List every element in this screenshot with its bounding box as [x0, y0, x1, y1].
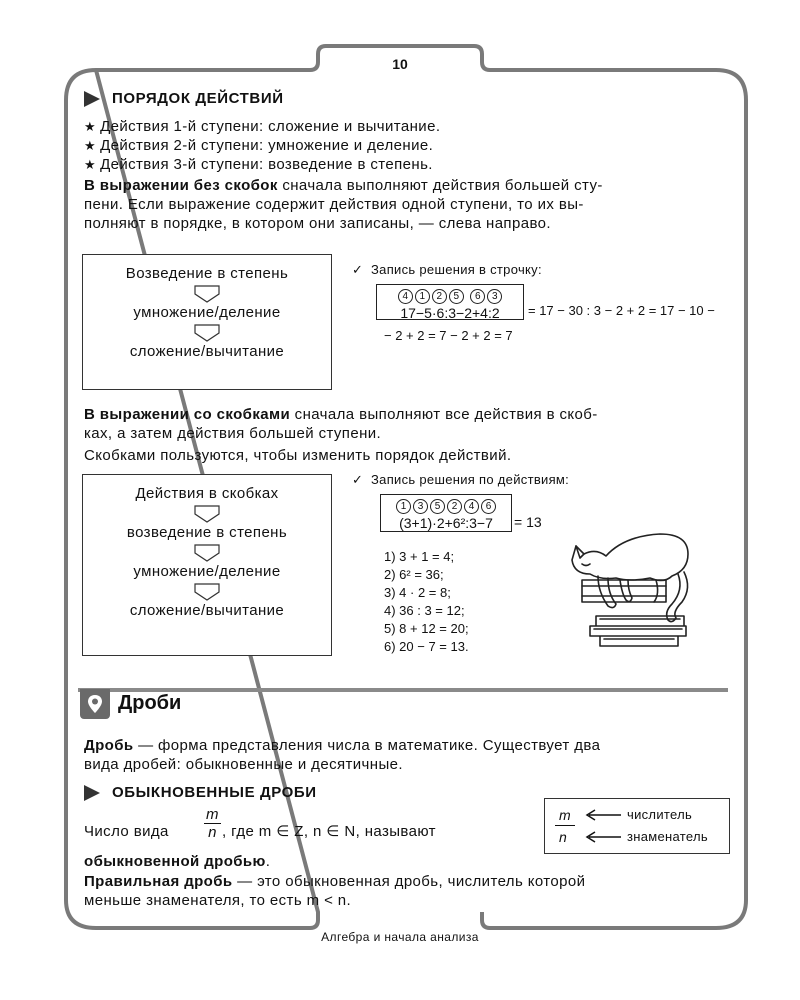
- steps-solution-title: ✓ Запись решения по действиям:: [352, 472, 570, 487]
- star-icon: ★: [84, 157, 97, 172]
- inline-continuation: − 2 + 2 = 7 − 2 + 2 = 7: [384, 328, 513, 343]
- paragraph-line: вида дробей: обыкновенные и десятичные.: [84, 756, 403, 773]
- step-item: 2) 6² = 36;: [384, 567, 444, 582]
- arrow-down-icon: [192, 582, 222, 602]
- legend-denominator-symbol: n: [559, 829, 567, 845]
- fractions-title: Дроби: [118, 692, 182, 714]
- box-step: умножение/деление: [133, 563, 281, 580]
- inline-solution-title: ✓ Запись решения в строчку:: [352, 262, 542, 277]
- arrow-down-icon: [192, 284, 222, 304]
- check-icon: ✓: [352, 262, 364, 277]
- page-footer: Алгебра и начала анализа: [321, 930, 479, 944]
- page-number: 10: [392, 56, 408, 72]
- steps-result: = 13: [514, 514, 542, 530]
- action-order-marks: 1 3 5 2 4 6: [381, 496, 511, 514]
- common-fraction-term: обыкновенной дробью.: [84, 853, 271, 870]
- number-form-text-a: Число вида: [84, 823, 169, 840]
- fraction-bar: [555, 825, 575, 826]
- inline-continuation: = 17 − 30 : 3 − 2 + 2 = 17 − 10 −: [528, 303, 715, 318]
- box-step: сложение/вычитание: [129, 343, 285, 360]
- step-item: 3) 4 · 2 = 8;: [384, 585, 451, 600]
- bullet-item: ★ Действия 3-й ступени: возведение в степень.: [84, 156, 433, 173]
- legend-numerator-label: числитель: [627, 807, 693, 822]
- bullet-item: ★ Действия 2-й ступени: умножение и деление.: [84, 137, 434, 154]
- paragraph-line: меньше знаменателя, то есть m < n.: [84, 892, 352, 909]
- inline-expression-box: [376, 284, 524, 320]
- steps-expression: (3+1)·2+6²:3−7: [399, 515, 493, 531]
- paragraph-with-brackets: В выражении со скобками сначала выполняют все действия в скоб-: [84, 406, 598, 423]
- order-box-with-brackets: [82, 474, 332, 656]
- order-heading: ПОРЯДОК ДЕЙСТВИЙ: [112, 90, 284, 107]
- cat-on-books-illustration: [560, 520, 710, 650]
- paragraph-brackets-purpose: Скобками пользуются, чтобы изменить порядок действий.: [84, 447, 512, 464]
- fraction-definition: Дробь — форма представления числа в математике. Существует два: [84, 737, 601, 754]
- steps-expression-box: [380, 494, 512, 532]
- inline-expression: 17−5·6:3−2+4:2: [400, 305, 500, 321]
- step-item: 6) 20 − 7 = 13.: [384, 639, 469, 654]
- check-icon: ✓: [352, 472, 364, 487]
- box-step: умножение/деление: [133, 304, 281, 321]
- paragraph-line: полняют в порядке, в котором они записаны, — слева направо.: [84, 215, 551, 232]
- box-step: возведение в степень: [126, 524, 288, 541]
- box-step: Действия в скобках: [135, 485, 279, 502]
- arrow-down-icon: [192, 543, 222, 563]
- order-box-no-brackets: [82, 254, 332, 390]
- paragraph-line: ках, а затем действия большей ступени.: [84, 425, 382, 442]
- bullet-item: ★ Действия 1-й ступени: сложение и вычитание.: [84, 118, 441, 135]
- section-triangle-icon: [84, 91, 100, 107]
- arrow-left-icon: [585, 831, 623, 843]
- fraction-m-over-n: $\frac{m}{n}$: [206, 806, 219, 841]
- star-icon: ★: [84, 119, 97, 134]
- legend-numerator-symbol: m: [559, 807, 571, 823]
- star-icon: ★: [84, 138, 97, 153]
- box-step: Возведение в степень: [125, 265, 289, 282]
- steps-list: [384, 548, 469, 656]
- arrow-down-icon: [192, 504, 222, 524]
- paragraph-no-brackets: В выражении без скобок сначала выполняют действия большей сту-: [84, 177, 603, 194]
- paragraph-line: пени. Если выражение содержит действия одной ступени, то их вы-: [84, 196, 584, 213]
- step-item: 5) 8 + 12 = 20;: [384, 621, 469, 636]
- arrow-left-icon: [585, 809, 623, 821]
- step-item: 4) 36 : 3 = 12;: [384, 603, 465, 618]
- number-form-text-b: , где m ∈ Z, n ∈ N, называют: [222, 823, 436, 840]
- legend-denominator-label: знаменатель: [627, 829, 708, 844]
- location-pin-icon: [80, 689, 110, 719]
- arrow-down-icon: [192, 323, 222, 343]
- box-step: сложение/вычитание: [129, 602, 285, 619]
- step-item: 1) 3 + 1 = 4;: [384, 549, 455, 564]
- section-triangle-icon: [84, 785, 100, 801]
- common-fractions-heading: ОБЫКНОВЕННЫЕ ДРОБИ: [112, 784, 317, 801]
- proper-fraction-definition: Правильная дробь — это обыкновенная дробь, числитель которой: [84, 873, 586, 890]
- action-order-marks: 4 1 2 5 6 3: [377, 286, 523, 304]
- fraction-parts-legend: [544, 798, 730, 854]
